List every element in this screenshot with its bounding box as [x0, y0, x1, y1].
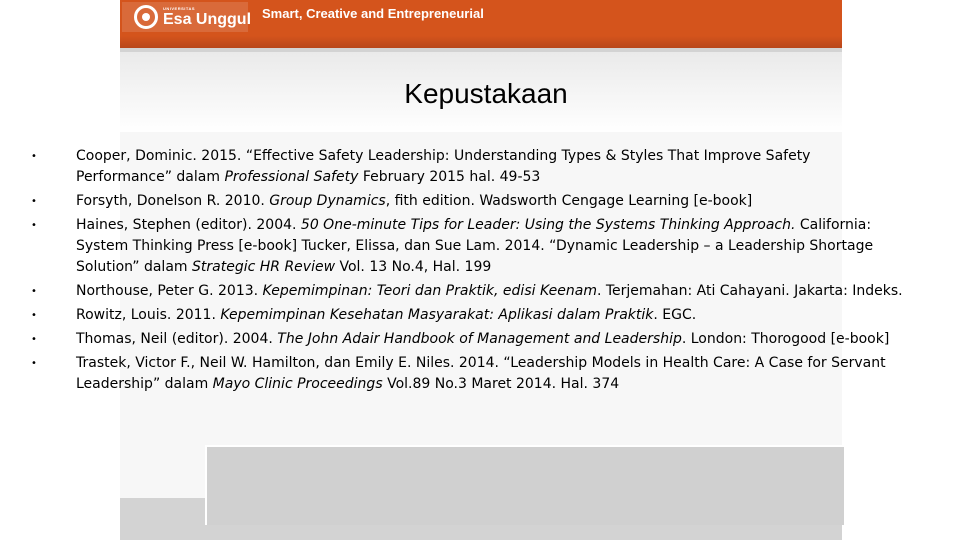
ref-text: Vol.89 No.3 Maret 2014. Hal. 374	[382, 376, 620, 392]
tagline: Smart, Creative and Entrepreneurial	[262, 6, 484, 21]
bullet: •	[31, 310, 37, 321]
bullet: •	[31, 151, 37, 162]
list-item	[25, 329, 905, 350]
ref-title: The John Adair Handbook of Management and Leadership	[277, 331, 682, 347]
header-shade	[120, 36, 842, 48]
list-item	[25, 215, 905, 278]
ref-title: Kepemimpinan Kesehatan Masyarakat: Aplikasi dalam Praktik	[220, 307, 654, 323]
ref-text: Cooper, Dominic. 2015. “Effective Safety Leadership: Understanding Types & Styles That Improve Safety Performance” dalam	[76, 148, 811, 185]
reference-list	[25, 146, 905, 398]
ref-text: Forsyth, Donelson R. 2010.	[76, 193, 270, 209]
logo-name: Esa Unggul	[163, 10, 252, 28]
page-title	[0, 78, 960, 110]
ref-text: Rowitz, Louis. 2011.	[76, 307, 221, 323]
bullet: •	[31, 286, 37, 297]
ref-text: California: System Thinking Press [e-book] Tucker, Elissa, dan Sue Lam. 2014. “Dynamic Leadership – a Leadership Shortage Solution” dalam	[76, 217, 874, 275]
list-item	[25, 281, 905, 302]
ref-text: Haines, Stephen (editor). 2004.	[76, 217, 301, 233]
ref-text: . Terjemahan: Ati Cahayani. Jakarta: Indeks.	[596, 283, 903, 299]
ref-title: Kepemimpinan: Teori dan Praktik, edisi Keenam	[262, 283, 597, 299]
ref-text: Thomas, Neil (editor). 2004.	[76, 331, 278, 347]
ref-text: , fith edition. Wadsworth Cengage Learning [e-book]	[385, 193, 753, 209]
list-item	[25, 305, 905, 326]
bullet: •	[31, 220, 37, 231]
list-item	[25, 191, 905, 212]
page-title-text: Kepustakaan	[404, 78, 568, 109]
university-logo	[134, 4, 251, 30]
ref-title: 50 One-minute Tips for Leader: Using the Systems Thinking Approach.	[300, 217, 796, 233]
list-item	[25, 146, 905, 188]
bullet: •	[31, 358, 37, 369]
logo-icon	[134, 5, 158, 29]
ref-text: Northouse, Peter G. 2013.	[76, 283, 263, 299]
ref-title: Strategic HR Review	[192, 259, 336, 275]
ref-text: February 2015 hal. 49-53	[358, 169, 541, 185]
panel-corner-box	[205, 445, 844, 525]
ref-title: Mayo Clinic Proceedings	[212, 376, 383, 392]
bullet: •	[31, 196, 37, 207]
logo-text	[163, 6, 251, 29]
ref-text: Vol. 13 No.4, Hal. 199	[335, 259, 492, 275]
ref-text: . EGC.	[653, 307, 697, 323]
list-item	[25, 353, 905, 395]
logo-sup: UNIVERSITAS	[163, 5, 196, 11]
ref-text: Trastek, Victor F., Neil W. Hamilton, dan Emily E. Niles. 2014. “Leadership Models in Health Care: A Case for Servant Leadership” dalam	[76, 355, 886, 392]
ref-text: . London: Thorogood [e-book]	[681, 331, 890, 347]
ref-title: Group Dynamics	[269, 193, 386, 209]
ref-title: Professional Safety	[224, 169, 359, 185]
bullet: •	[31, 334, 37, 345]
